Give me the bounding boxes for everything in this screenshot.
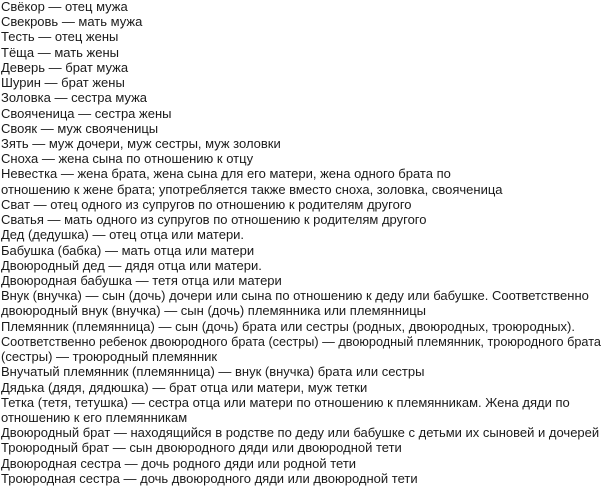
text-line: Тесть — отец жены — [1, 29, 119, 45]
text-line: Золовка — сестра мужа — [1, 90, 148, 106]
text-line: Деверь — брат мужа — [1, 59, 129, 75]
text-line: Свояк — муж свояченицы — [1, 120, 159, 136]
text-line: Двоюродный брат — находящийся в родстве по деду или бабушке с детьми их сыновей и дочерей — [1, 425, 600, 441]
text-line: Троюродная сестра — дочь двоюродного дяди или двоюродной тети — [1, 470, 418, 486]
text-line: Сват — отец одного из супругов по отношению к родителям другого — [1, 196, 412, 212]
text-line: Троюродный брат — сын двоюродного дяди или двоюродной тети — [1, 440, 402, 456]
text-line: отношению к жене брата; употребляется также вместо сноха, золовка, свояченица — [1, 181, 503, 197]
text-line: Свекровь — мать мужа — [1, 14, 143, 30]
text-line: Внучатый племянник (племянница) — внук (внучка) брата или сестры — [1, 364, 425, 380]
text-line: двоюродный внук (внучка) — сын (дочь) племянника или племянницы — [1, 303, 427, 319]
text-line: Сноха — жена сына по отношению к отцу — [1, 151, 254, 167]
text-line: Сватья — мать одного из супругов по отношению к родителям другого — [1, 212, 427, 228]
text-line: Свояченица — сестра жены — [1, 105, 172, 121]
text-line: Зять — муж дочери, муж сестры, муж золовки — [1, 135, 281, 151]
text-line: Двоюродная бабушка — тетя отца или матери — [1, 272, 282, 288]
text-line: Дед (дедушка) — отец отца или матери. — [1, 227, 245, 243]
text-line: Тёща — мать жены — [1, 44, 119, 60]
text-line: Шурин — брат жены — [1, 75, 125, 91]
text-line: Свёкор — отец мужа — [1, 0, 128, 14]
text-line: Двоюродная сестра — дочь родного дяди или родной тети — [1, 455, 357, 471]
text-line: Бабушка (бабка) — мать отца или матери — [1, 242, 255, 258]
text-line: (сестры) — троюродный племянник — [1, 349, 218, 365]
text-line: Двоюродный дед — дядя отца или матери. — [1, 257, 262, 273]
text-line: отношению к его племянникам — [1, 409, 188, 425]
text-line: Дядька (дядя, дядюшка) — брат отца или матери, муж тетки — [1, 379, 368, 395]
text-line: Тетка (тетя, тетушка) — сестра отца или матери по отношению к племянникам. Жена дяди по — [1, 394, 570, 410]
text-line: Внук (внучка) — сын (дочь) дочери или сына по отношению к деду или бабушке. Соответственно — [1, 288, 589, 304]
text-line: Соответственно ребенок двоюродного брата (сестры) — двоюродный племянник, троюродного брата — [1, 333, 601, 349]
text-line: Невестка — жена брата, жена сына для его матери, жена одного брата по — [1, 166, 451, 182]
text-line: Племянник (племянница) — сын (дочь) брата или сестры (родных, двоюродных, троюродных). — [1, 318, 575, 334]
